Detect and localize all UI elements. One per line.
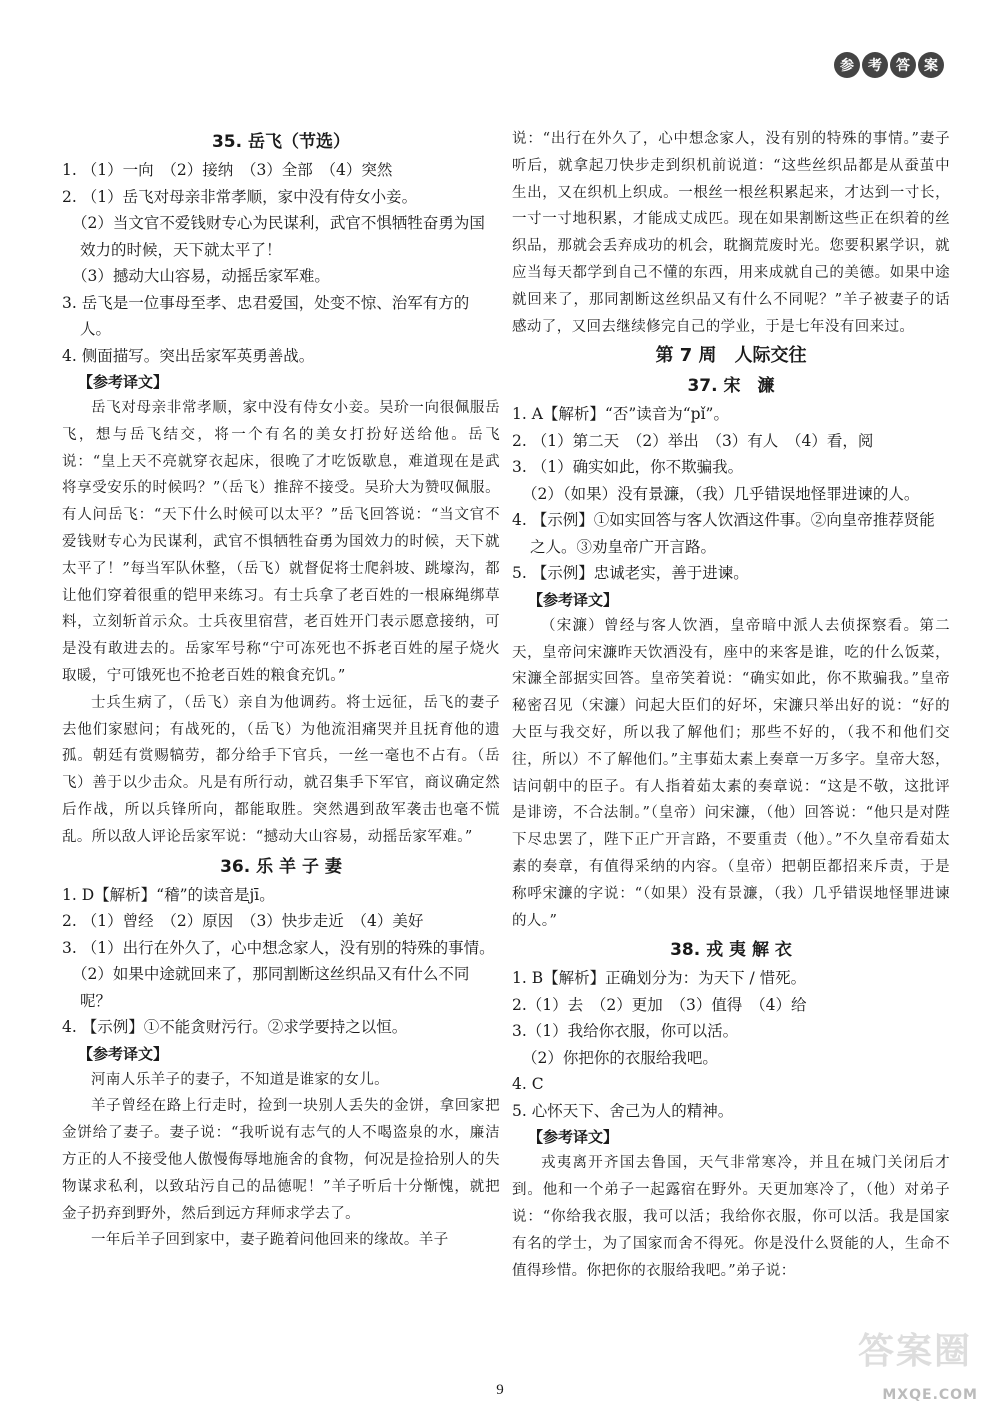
answer-item: 1. （1）一向 （2）接纳 （3）全部 （4）突然	[62, 161, 393, 179]
reference-translation-label: 【参考译文】	[528, 590, 619, 609]
section-title-38: 38. 戎 夷 解 衣	[670, 940, 792, 961]
badge-char: 答	[890, 52, 916, 78]
answer-subitem: （2）你把你的衣服给我吧。	[522, 1048, 718, 1067]
watermark	[828, 1323, 978, 1403]
right-column	[512, 126, 950, 1284]
section-title-35: 35. 岳飞（节选）	[211, 132, 351, 152]
answer-item: 2. （1）岳飞对母亲非常孝顺，家中没有侍女小妾。	[62, 187, 418, 206]
answer-item: 3. （1）出行在外久了，心中想念家人，没有别的特殊的事情。	[62, 938, 495, 957]
answer-item: 3. （1）确实如此，你不欺骗我。	[512, 458, 744, 477]
answer-subitem: （3）撼动大山容易，动摇岳家军难。	[72, 267, 330, 285]
left-column	[62, 126, 500, 1254]
answer-subitem: （2）如果中途就回来了，那同割断这丝织品又有什么不同呢？	[72, 965, 470, 1010]
reference-translation-label: 【参考译文】	[78, 1044, 169, 1063]
translation-paragraph: 岳飞对母亲非常孝顺，家中没有侍女小妾。吴玠一向很佩服岳飞，想与岳飞结交，将一个有名的美女打扮好送给他。岳飞说：“皇上天不亮就穿衣起床，很晚了才吃饭歇息，难道现在是武将享受安乐的时候吗？”（岳飞）推辞不接受。吴玠大为赞叹佩服。有人问岳飞：“天下什么时候可以太平？”岳飞回答说：“当文官不爱钱财专心为民谋利，武官不惧牺牲奋勇为国效力的时候，天下就太平了！”每当军队休整，（岳飞）就督促将士爬斜坡、跳壕沟，都让他们穿着很重的铠甲来练习。有士兵拿了老百姓的一根麻绳绑草料，立刻斩首示众。士兵夜里宿营，老百姓开门表示愿意接纳，可是没有敢进去的。岳家军号称“宁可冻死也不拆老百姓的屋子烧火取暖，宁可饿死也不抢老百姓的粮食充饥。”	[62, 400, 500, 684]
answer-item: 1. B【解析】正确划分为：为天下 / 惜死。	[512, 969, 807, 988]
answer-item: 3.（1）我给你衣服，你可以活。	[512, 1022, 739, 1041]
translation-paragraph: 一年后羊子回到家中，妻子跪着问他回来的缘故。羊子	[91, 1232, 449, 1249]
answer-subitem: （2）（如果）没有景濂，（我）几乎错误地怪罪进谏的人。	[522, 484, 920, 503]
badge-char: 案	[918, 52, 944, 78]
translation-paragraph: 说：“出行在外久了，心中想念家人，没有别的特殊的事情。”妻子听后，就拿起刀快步走到织机前说道：“这些丝织品都是从蚕茧中生出，又在织机上织成。一根丝一根丝积累起来，才达到一寸长，一寸一寸地积累，才能成丈成匹。现在如果割断这些正在织着的丝织品，那就会丢弃成功的机会，耽搁荒废时光。您要积累学识，就应当每天都学到自己不懂的东西，用来成就自己的美德。如果中途就回来了，那同割断这丝织品又有什么不同呢？”羊子被妻子的话感动了，又回去继续修完自己的学业，于是七年没有回来过。	[512, 131, 950, 335]
answer-item: 3. 岳飞是一位事母至孝、忠君爱国，处变不惊、治军有方的人。	[62, 293, 470, 338]
answer-item: 4. 【示例】①如实回答与客人饮酒这件事。②向皇帝推荐贤能之人。③劝皇帝广开言路。	[512, 511, 935, 556]
answer-item: 2.（1）去 （2）更加 （3）值得 （4）给	[512, 995, 807, 1014]
badge-char: 参	[834, 52, 860, 78]
page-number: 9	[496, 1382, 504, 1398]
watermark-logo: 答案圈	[857, 1331, 972, 1372]
answer-subitem: （2）当文官不爱钱财专心为民谋利，武官不惧牺牲奋勇为国效力的时候，天下就太平了！	[72, 214, 485, 259]
section-title-37: 37. 宋 濂	[687, 376, 775, 397]
translation-paragraph: （宋濂）曾经与客人饮酒，皇帝暗中派人去侦探察看。第二天，皇帝问宋濂昨天饮酒没有，座中的来客是谁，吃的什么饭菜，宋濂全部据实回答。皇帝笑着说：“确实如此，你不欺骗我。”皇帝秘密召见（宋濂）问起大臣们的好坏，宋濂只举出好的说：“好的大臣与我交好，所以我了解他们；那些不好的，（我不和他们交往，所以）不了解他们。”主事茹太素上奏章一万多字。皇帝大怒，诘问朝中的臣子。有人指着茹太素的奏章说：“这是不敬，这批评是诽谤，不合法制。”（皇帝）问宋濂，（他）回答说：“他只是对陛下尽忠罢了，陛下正广开言路，不要重责（他）。”不久皇帝看茹太素的奏章，有值得采纳的内容。（皇帝）把朝臣都招来斥责，于是称呼宋濂的字说：“（如果）没有景濂，（我）几乎错误地怪罪进谏的人。”	[512, 617, 950, 929]
answer-item: 4. 【示例】①不能贪财污行。②求学要持之以恒。	[62, 1018, 408, 1037]
answer-item: 5. 心怀天下、舍己为人的精神。	[512, 1101, 734, 1120]
answer-item: 5. 【示例】忠诚老实，善于进谏。	[512, 564, 749, 583]
translation-paragraph: 河南人乐羊子的妻子，不知道是谁家的女儿。	[91, 1071, 389, 1088]
answer-item: 4. C	[512, 1075, 544, 1094]
translation-paragraph: 羊子曾经在路上行走时，捡到一块别人丢失的金饼，拿回家把金饼给了妻子。妻子说：“我听说有志气的人不喝盗泉的水，廉洁方正的人不接受他人傲慢侮辱地施舍的食物，何况是捡拾别人的失物谋求私利，以致玷污自己的品德呢！”羊子听后十分惭愧，就把金子扔弃到野外，然后到远方拜师求学去了。	[62, 1098, 500, 1222]
reference-translation-label: 【参考译文】	[78, 373, 169, 391]
section-title-36: 36. 乐 羊 子 妻	[220, 856, 342, 877]
badge-char: 考	[862, 52, 888, 78]
answer-item: 2. （1）曾经 （2）原因 （3）快步走近 （4）美好	[62, 912, 424, 931]
translation-paragraph: 戎夷离开齐国去鲁国，天气非常寒冷，并且在城门关闭后才到。他和一个弟子一起露宿在野外。天更加寒冷了，（他）对弟子说：“你给我衣服，我可以活；我给你衣服，你可以活。我是国家有名的学士，为了国家而舍不得死。你是没什么贤能的人，生命不值得珍惜。你把你的衣服给我吧。”弟子说：	[512, 1155, 950, 1279]
week-title: 第 7 周 人际交往	[655, 345, 807, 367]
answer-item: 4. 侧面描写。突出岳家军英勇善战。	[62, 346, 315, 365]
answer-item: 1. D【解析】“稽”的读音是jī。	[62, 885, 275, 904]
answer-item: 1. A【解析】“否”读音为“pǐ”。	[512, 405, 729, 424]
answer-item: 2. （1）第二天 （2）举出 （3）有人 （4）看，阅	[512, 431, 874, 450]
reference-translation-label: 【参考译文】	[528, 1128, 619, 1147]
watermark-text: MXQE.COM	[882, 1387, 978, 1403]
answer-key-badge	[834, 52, 944, 78]
translation-paragraph: 士兵生病了，（岳飞）亲自为他调药。将士远征，岳飞的妻子去他们家慰问；有战死的，（岳飞）为他流泪痛哭并且抚育他的遗孤。朝廷有赏赐犒劳，都分给手下官兵，一丝一毫也不占有。（岳飞）善于以少击众。凡是有所行动，就召集手下军官，商议确定然后作战，所以兵锋所向，都能取胜。突然遇到敌军袭击也毫不慌乱。所以敌人评论岳家军说：“撼动大山容易，动摇岳家军难。”	[62, 694, 500, 845]
